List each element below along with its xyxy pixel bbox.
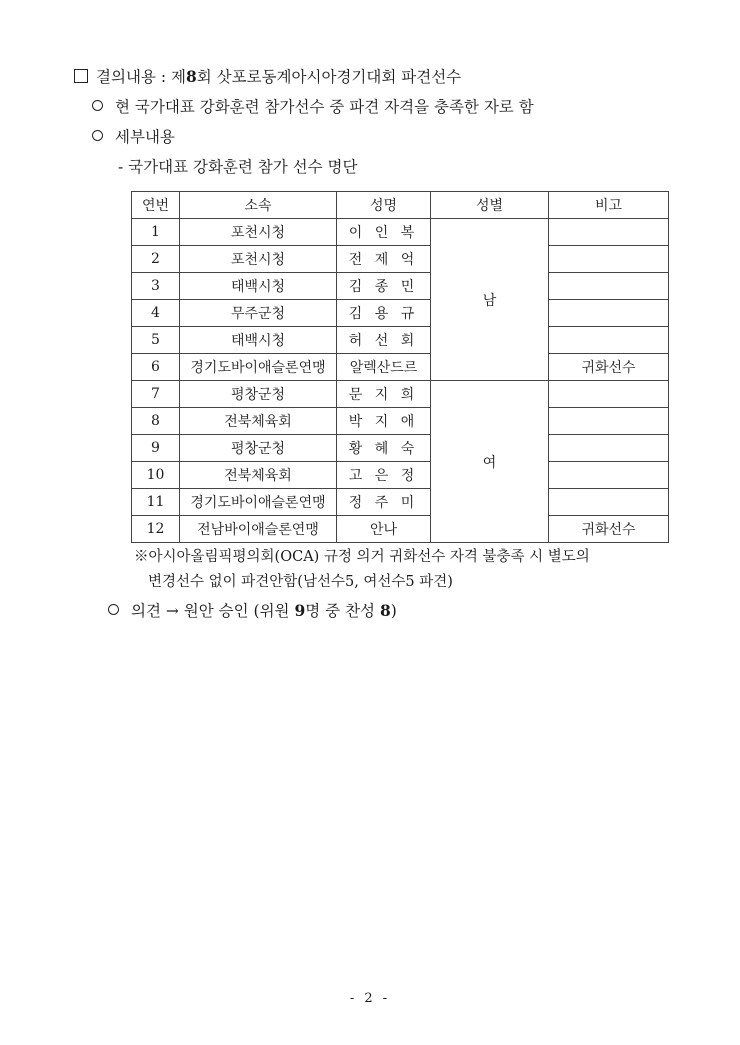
row-note: 귀화선수 [549, 354, 669, 381]
row-team: 전남바이애슬론연맹 [180, 516, 337, 543]
row-note [549, 327, 669, 354]
table-header-row [132, 192, 669, 219]
page-number: - 2 - [349, 991, 391, 1006]
row-name: 전 제 억 [337, 246, 431, 273]
row-name: 김 용 규 [337, 300, 431, 327]
row-name: 이 인 복 [337, 219, 431, 246]
row-team: 경기도바이애슬론연맹 [180, 354, 337, 381]
row-team: 무주군청 [180, 300, 337, 327]
row-team: 태백시청 [180, 327, 337, 354]
row-team: 포천시청 [180, 246, 337, 273]
table-row [132, 354, 669, 381]
resolution-item-details: 세부내용 [92, 126, 175, 148]
row-team: 평창군청 [180, 435, 337, 462]
row-no: 10 [132, 462, 180, 489]
row-team: 태백시청 [180, 273, 337, 300]
row-name: 박 지 애 [337, 408, 431, 435]
row-no: 5 [132, 327, 180, 354]
table-row [132, 489, 669, 516]
row-no: 2 [132, 246, 180, 273]
table-row [132, 516, 669, 543]
row-note [549, 381, 669, 408]
row-name: 문 지 희 [337, 381, 431, 408]
row-name: 고 은 정 [337, 462, 431, 489]
gender-male-cell: 남 [431, 219, 549, 381]
header-name: 성명 [337, 192, 431, 219]
row-no: 8 [132, 408, 180, 435]
row-no: 11 [132, 489, 180, 516]
opinion-line: 의견 → 원안 승인 (위원 9명 중 찬성 8) [108, 600, 397, 622]
row-name: 알렉산드르 [337, 354, 431, 381]
table-row [132, 462, 669, 489]
row-no: 6 [132, 354, 180, 381]
row-name: 정 주 미 [337, 489, 431, 516]
row-name: 안나 [337, 516, 431, 543]
roster-subheading: - 국가대표 강화훈련 참가 선수 명단 [118, 158, 358, 176]
table-row [132, 273, 669, 300]
table-row [132, 327, 669, 354]
table-row [132, 246, 669, 273]
row-note [549, 489, 669, 516]
row-note [549, 408, 669, 435]
resolution-title: 결의내용 : 제8회 삿포로동계아시아경기대회 파견선수 [74, 66, 461, 88]
row-no: 4 [132, 300, 180, 327]
table-row [132, 219, 669, 246]
table-row [132, 435, 669, 462]
row-note [549, 462, 669, 489]
bullet-circle-icon [92, 100, 103, 111]
bullet-circle-icon [108, 604, 119, 615]
row-note [549, 273, 669, 300]
athlete-roster-table [131, 191, 669, 543]
header-gender: 성별 [431, 192, 549, 219]
row-team: 경기도바이애슬론연맹 [180, 489, 337, 516]
table-row [132, 408, 669, 435]
footnote-line-2: 변경선수 없이 파견안함(남선수5, 여선수5 파견) [148, 574, 453, 590]
row-team: 평창군청 [180, 381, 337, 408]
row-note: 귀화선수 [549, 516, 669, 543]
row-no: 12 [132, 516, 180, 543]
row-name: 허 선 회 [337, 327, 431, 354]
row-name: 황 혜 숙 [337, 435, 431, 462]
row-note [549, 300, 669, 327]
row-note [549, 246, 669, 273]
row-no: 7 [132, 381, 180, 408]
row-name: 김 종 민 [337, 273, 431, 300]
row-team: 전북체육회 [180, 462, 337, 489]
row-team: 전북체육회 [180, 408, 337, 435]
table-row [132, 381, 669, 408]
table-row [132, 300, 669, 327]
row-no: 9 [132, 435, 180, 462]
resolution-item-criteria: 현 국가대표 강화훈련 참가선수 중 파견 자격을 충족한 자로 함 [92, 96, 534, 118]
row-note [549, 219, 669, 246]
header-no: 연번 [132, 192, 180, 219]
header-note: 비고 [549, 192, 669, 219]
row-team: 포천시청 [180, 219, 337, 246]
bullet-circle-icon [92, 130, 103, 141]
checkbox-square-icon [74, 69, 88, 83]
row-no: 1 [132, 219, 180, 246]
footnote-line-1: ※아시아올림픽평의회(OCA) 규정 의거 귀화선수 자격 불충족 시 별도의 [134, 549, 590, 565]
row-note [549, 435, 669, 462]
header-team: 소속 [180, 192, 337, 219]
gender-female-cell: 여 [431, 381, 549, 543]
row-no: 3 [132, 273, 180, 300]
